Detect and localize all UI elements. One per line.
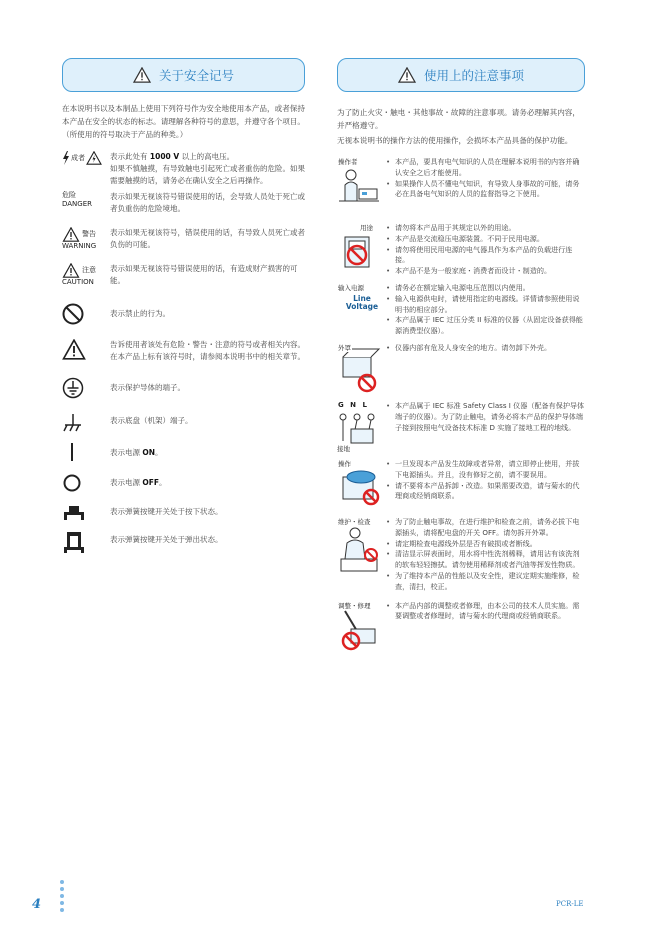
symbol-description: 表示如果无视该符号，错误使用的话，有导致人员死亡或者负伤的可能。	[110, 228, 305, 249]
warning-icon	[398, 67, 416, 83]
section-title: 使用上的注意事项	[423, 68, 524, 83]
operator-illustration: 操作者	[337, 157, 381, 213]
symbol-row-attention	[62, 339, 305, 363]
model-name: PCR-LE	[556, 900, 584, 908]
list-item: • 输入电源供电时，请使用指定的电源线。详情请参照使用说明书的相应部分。	[385, 294, 585, 316]
power-on-icon	[71, 443, 73, 461]
precaution-line-voltage	[337, 283, 585, 337]
list-item: • 一旦发现本产品发生故障或者异常，请立即停止使用，并拔下电源插头。并且，没有修好之前，请不要误用。	[385, 459, 585, 481]
symbol-row-high-voltage: 成者 表示此处有 1000 V 以上的高电压。 如果不慎触摸，有导致触电引起死亡或者重伤的危险。如果需要触摸的话，请务必在确认安全之后再操作。	[62, 151, 305, 187]
precaution-purpose	[337, 223, 585, 277]
prohibited-icon	[62, 303, 84, 325]
grounding-illustration: G N L 接地	[337, 401, 381, 453]
precaution-maintenance	[337, 517, 585, 593]
precaution-list	[381, 601, 585, 623]
precaution-list	[381, 283, 585, 337]
cover-illustration: 外罩	[337, 343, 381, 395]
symbol-description: 表示底盘（机架）端子。	[110, 416, 193, 425]
symbol-description: 表示如果无视该符号错误使用的话，会导致人员处于死亡或者负重伤的危险境地。	[110, 192, 305, 213]
precaution-grounding	[337, 401, 585, 453]
list-item: • 仪器内部有危及人身安全的地方。请勿卸下外壳。	[385, 343, 585, 354]
warning-icon	[86, 151, 102, 165]
maintenance-illustration: 维护・检查	[337, 517, 381, 575]
lightning-icon	[62, 151, 70, 165]
warning-icon	[62, 339, 86, 360]
symbol-row-power-on: 表示电源 ON。	[62, 443, 305, 461]
precaution-cover	[337, 343, 585, 395]
symbol-row-danger: 危险 DANGER 表示如果无视该符号错误使用的话，会导致人员处于死亡或者负重伤的危险境地。	[62, 191, 305, 213]
intro-text: 在本说明书以及本制品上使用下列符号作为安全地使用本产品，或者保持本产品在安全的状态的标志。请理解各种符号的意思，并遵守各个项目。（所使用的符号取决于产品的种类。）	[62, 104, 305, 139]
list-item: • 本产品，要具有电气知识的人员在理解本说明书的内容并确认安全之后才能使用。	[385, 157, 585, 179]
list-item: • 清洁显示屏表面时，用水将中性洗剂稀释，请用沾有该洗剂的软布轻轻擦拭。请勿使用稀释剂或者汽油等挥发性物质。	[385, 549, 585, 571]
symbol-description: 表示弹簧按键开关处于弹出状态。	[110, 535, 223, 544]
precaution-list	[381, 343, 585, 354]
list-item: • 请勿将本产品用于其规定以外的用途。	[385, 223, 585, 234]
section-header-usage-precautions	[337, 58, 585, 92]
list-item: • 本产品不是为一般家庭・消费者而设计・制造的。	[385, 266, 585, 277]
symbol-description: 表示弹簧按键开关处于按下状态。	[110, 507, 223, 516]
list-item: • 请务必在额定输入电源电压范围以内使用。	[385, 283, 585, 294]
warning-icon	[62, 227, 80, 242]
precaution-operator	[337, 157, 585, 213]
section-header-safety-symbols	[62, 58, 305, 92]
precaution-operation	[337, 459, 585, 509]
protective-earth-icon	[62, 377, 84, 399]
symbol-row-switch-pressed	[62, 503, 305, 521]
section-title: 关于安全记号	[158, 68, 234, 83]
list-item: • 本产品属于 IEC 过压分类 II 标准的仪器（从固定设备获得能源消费型仪器）。	[385, 315, 585, 337]
precaution-list	[381, 223, 585, 277]
symbol-row-prohibited	[62, 303, 305, 325]
symbol-row-chassis	[62, 413, 305, 433]
precaution-list	[381, 459, 585, 502]
right-column	[337, 58, 585, 653]
symbol-row-caution: 注意 CAUTION 表示如果无视该符号错误使用的话，有造成财产损害的可能。	[62, 263, 305, 287]
symbol-description: 如果不慎触摸，有导致触电引起死亡或者重伤的危险。如果需要触摸的话，请务必在确认安全之后再操作。	[110, 164, 305, 185]
symbol-row-switch-released	[62, 531, 305, 553]
precaution-list	[381, 157, 585, 200]
precaution-adjustment-repair	[337, 601, 585, 653]
switch-released-icon	[62, 531, 86, 553]
symbol-description: 告诉使用者该处有危险・警告・注意的符号或者相关内容。在本产品上标有该符号时，请参阅本说明书中的相关章节。	[110, 340, 305, 361]
warning-icon	[133, 67, 151, 83]
caution-icon	[62, 263, 80, 278]
list-item: • 请不要将本产品拆卸・改造。如果需要改造，请与菊水的代理商或经销商联系。	[385, 481, 585, 503]
switch-pressed-icon	[62, 503, 86, 521]
precaution-list	[381, 517, 585, 593]
adjustment-illustration: 调整・修理	[337, 601, 381, 653]
left-column	[62, 58, 305, 553]
list-item: • 本产品是交流稳压电源装置。不同于民用电源。	[385, 234, 585, 245]
intro-text: 为了防止火灾・触电・其他事故・故障的注意事项。请务必理解其内容，并严格遵守。	[337, 108, 580, 130]
symbol-description: 表示如果无视该符号错误使用的话，有造成财产损害的可能。	[110, 264, 298, 285]
list-item: • 本产品内部的调整或者修理，由本公司的技术人员实施。需要调整或者修理时，请与菊水的代理商或经销商联系。	[385, 601, 585, 623]
list-item: • 为了维持本产品的性能以及安全性，建议定期实施维修，检查，清扫，校正。	[385, 571, 585, 593]
power-off-icon	[62, 473, 82, 493]
symbol-row-power-off: 表示电源 OFF。	[62, 473, 305, 493]
symbol-label: 成者	[71, 153, 85, 162]
symbol-description: 表示保护导体的端子。	[110, 383, 185, 392]
precaution-list	[381, 401, 585, 433]
symbol-description: 表示禁止的行为。	[110, 309, 170, 318]
list-item: • 如果操作人员不懂电气知识，有导致人身事故的可能，请务必在具备电气知识的人员的监督指导之下使用。	[385, 179, 585, 201]
page-number: 4	[32, 897, 42, 912]
line-voltage-illustration: 输入电源 Line Voltage	[338, 283, 379, 312]
list-item: • 本产品属于 IEC 标准 Safety Class I 仪器（配备有保护导体端子的仪器）。为了防止触电，请务必将本产品的保护导体端子接到按照电气设备技术标准 D 实施了接地工程的地线。	[385, 401, 585, 433]
list-item: • 为了防止触电事故，在进行维护和检查之前，请务必拔下电源插头，请将配电盘的开关 OFF。请勿拆开外罩。	[385, 517, 585, 539]
symbol-row-protective-earth	[62, 377, 305, 399]
purpose-illustration: 用途	[337, 223, 381, 273]
operation-illustration: 操作	[337, 459, 381, 509]
intro-text-2: 无视本说明书的操作方法的使用操作，会损坏本产品具备的保护功能。	[337, 136, 573, 145]
list-item: • 请定期检查电源线外层是否有破损或者断线。	[385, 539, 585, 550]
symbol-row-warning: 警告 WARNING 表示如果无视该符号，错误使用的话，有导致人员死亡或者负伤的可能。	[62, 228, 305, 250]
list-item: • 请勿将使用民用电源的电气器具作为本产品的负载进行连接。	[385, 245, 585, 267]
chassis-terminal-icon	[62, 413, 84, 433]
decorative-dots	[60, 880, 68, 915]
